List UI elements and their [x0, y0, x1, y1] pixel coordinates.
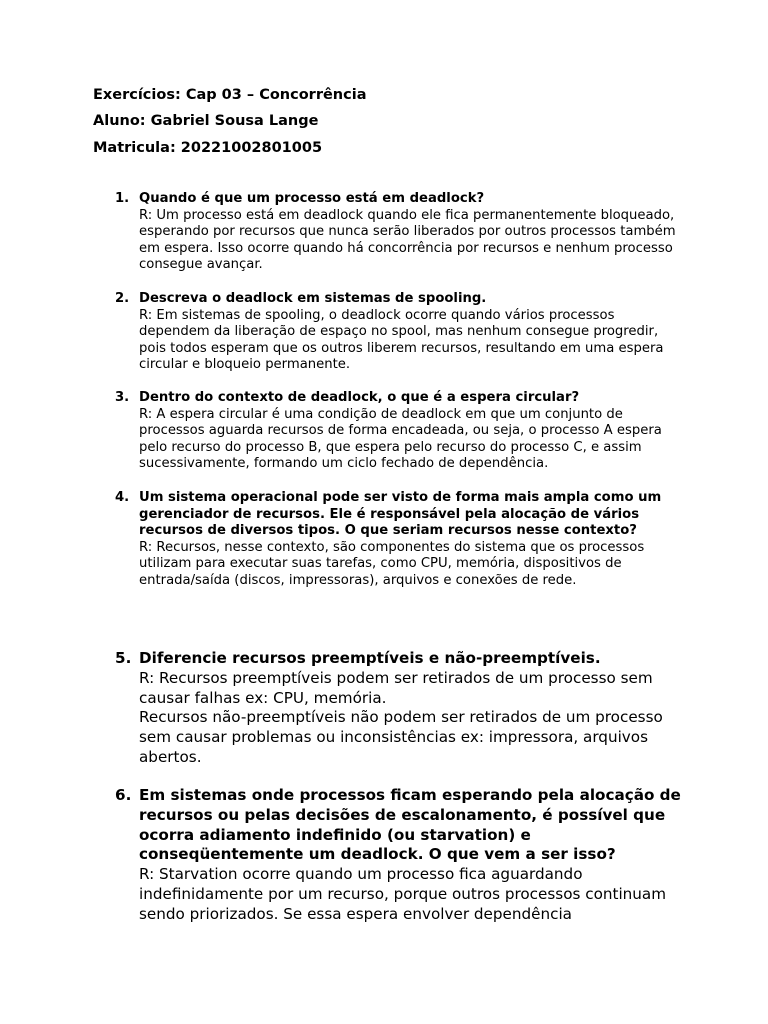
question-number: 1.: [115, 191, 130, 206]
answer-text: R: A espera circular é uma condição de deadlock em que um conjunto de processos aguarda recursos de forma encadeada, ou seja, o processo A espera pelo recurso do processo B, que espera pelo recurso do processo C, e assim sucessivamente, formando um ciclo fechado de dependência.: [139, 406, 662, 472]
answer-text: Recursos não-preemptíveis não podem ser retirados de um processo sem causar problemas ou inconsistências ex: impressora, arquivos abertos.: [139, 708, 663, 766]
question-text: Em sistemas onde processos ficam esperando pela alocação de recursos ou pelas decisões de escalonamento, é possível que ocorra adiamento indefinido (ou starvation) e conseqüentemente um deadlock. O que vem a ser isso?: [139, 786, 681, 864]
question-text: Descreva o deadlock em sistemas de spooling.: [139, 291, 487, 306]
answer-text: R: Starvation ocorre quando um processo fica aguardando indefinidamente por um recurso, porque outros processos continuam sendo priorizados. Se essa espera envolver dependência: [139, 865, 667, 923]
answer-text: R: Um processo está em deadlock quando ele fica permanentemente bloqueado, esperando por recursos que nunca serão liberados por outros processos também em espera. Isso ocorre quando há concorrência por recursos e nenhum processo consegue avançar.: [139, 207, 676, 273]
question-text: Quando é que um processo está em deadlock?: [139, 191, 485, 206]
header-aluno: Aluno: Gabriel Sousa Lange: [93, 113, 319, 129]
question-number: 3.: [115, 390, 130, 405]
question-text: Dentro do contexto de deadlock, o que é a espera circular?: [139, 390, 580, 405]
header-matricula: Matricula: 20221002801005: [93, 140, 323, 156]
question-number: 6.: [115, 786, 132, 804]
question-number: 2.: [115, 291, 130, 306]
question-number: 4.: [115, 490, 130, 505]
answer-text: R: Recursos preemptíveis podem ser retirados de um processo sem causar falhas ex: CPU, memória.: [139, 668, 653, 707]
answer-text: R: Recursos, nesse contexto, são componentes do sistema que os processos utilizam para executar suas tarefas, como CPU, memória, dispositivos de entrada/saída (discos, impressoras), arquivos e conexões de rede.: [139, 539, 645, 588]
question-number: 5.: [115, 649, 132, 667]
header-exercicios: Exercícios: Cap 03 – Concorrência: [93, 87, 367, 103]
answer-text: R: Em sistemas de spooling, o deadlock ocorre quando vários processos dependem da liberação de espaço no spool, mas nenhum consegue progredir, pois todos esperam que os outros liberem recursos, resultando em uma espera circular e bloqueio permanente.: [139, 307, 664, 373]
question-text: Diferencie recursos preemptíveis e não-preemptíveis.: [139, 649, 601, 667]
question-text: Um sistema operacional pode ser visto de forma mais ampla como um gerenciador de recursos. Ele é responsável pela alocação de vários recursos de diversos tipos. O que seriam recursos nesse contexto?: [139, 490, 662, 539]
